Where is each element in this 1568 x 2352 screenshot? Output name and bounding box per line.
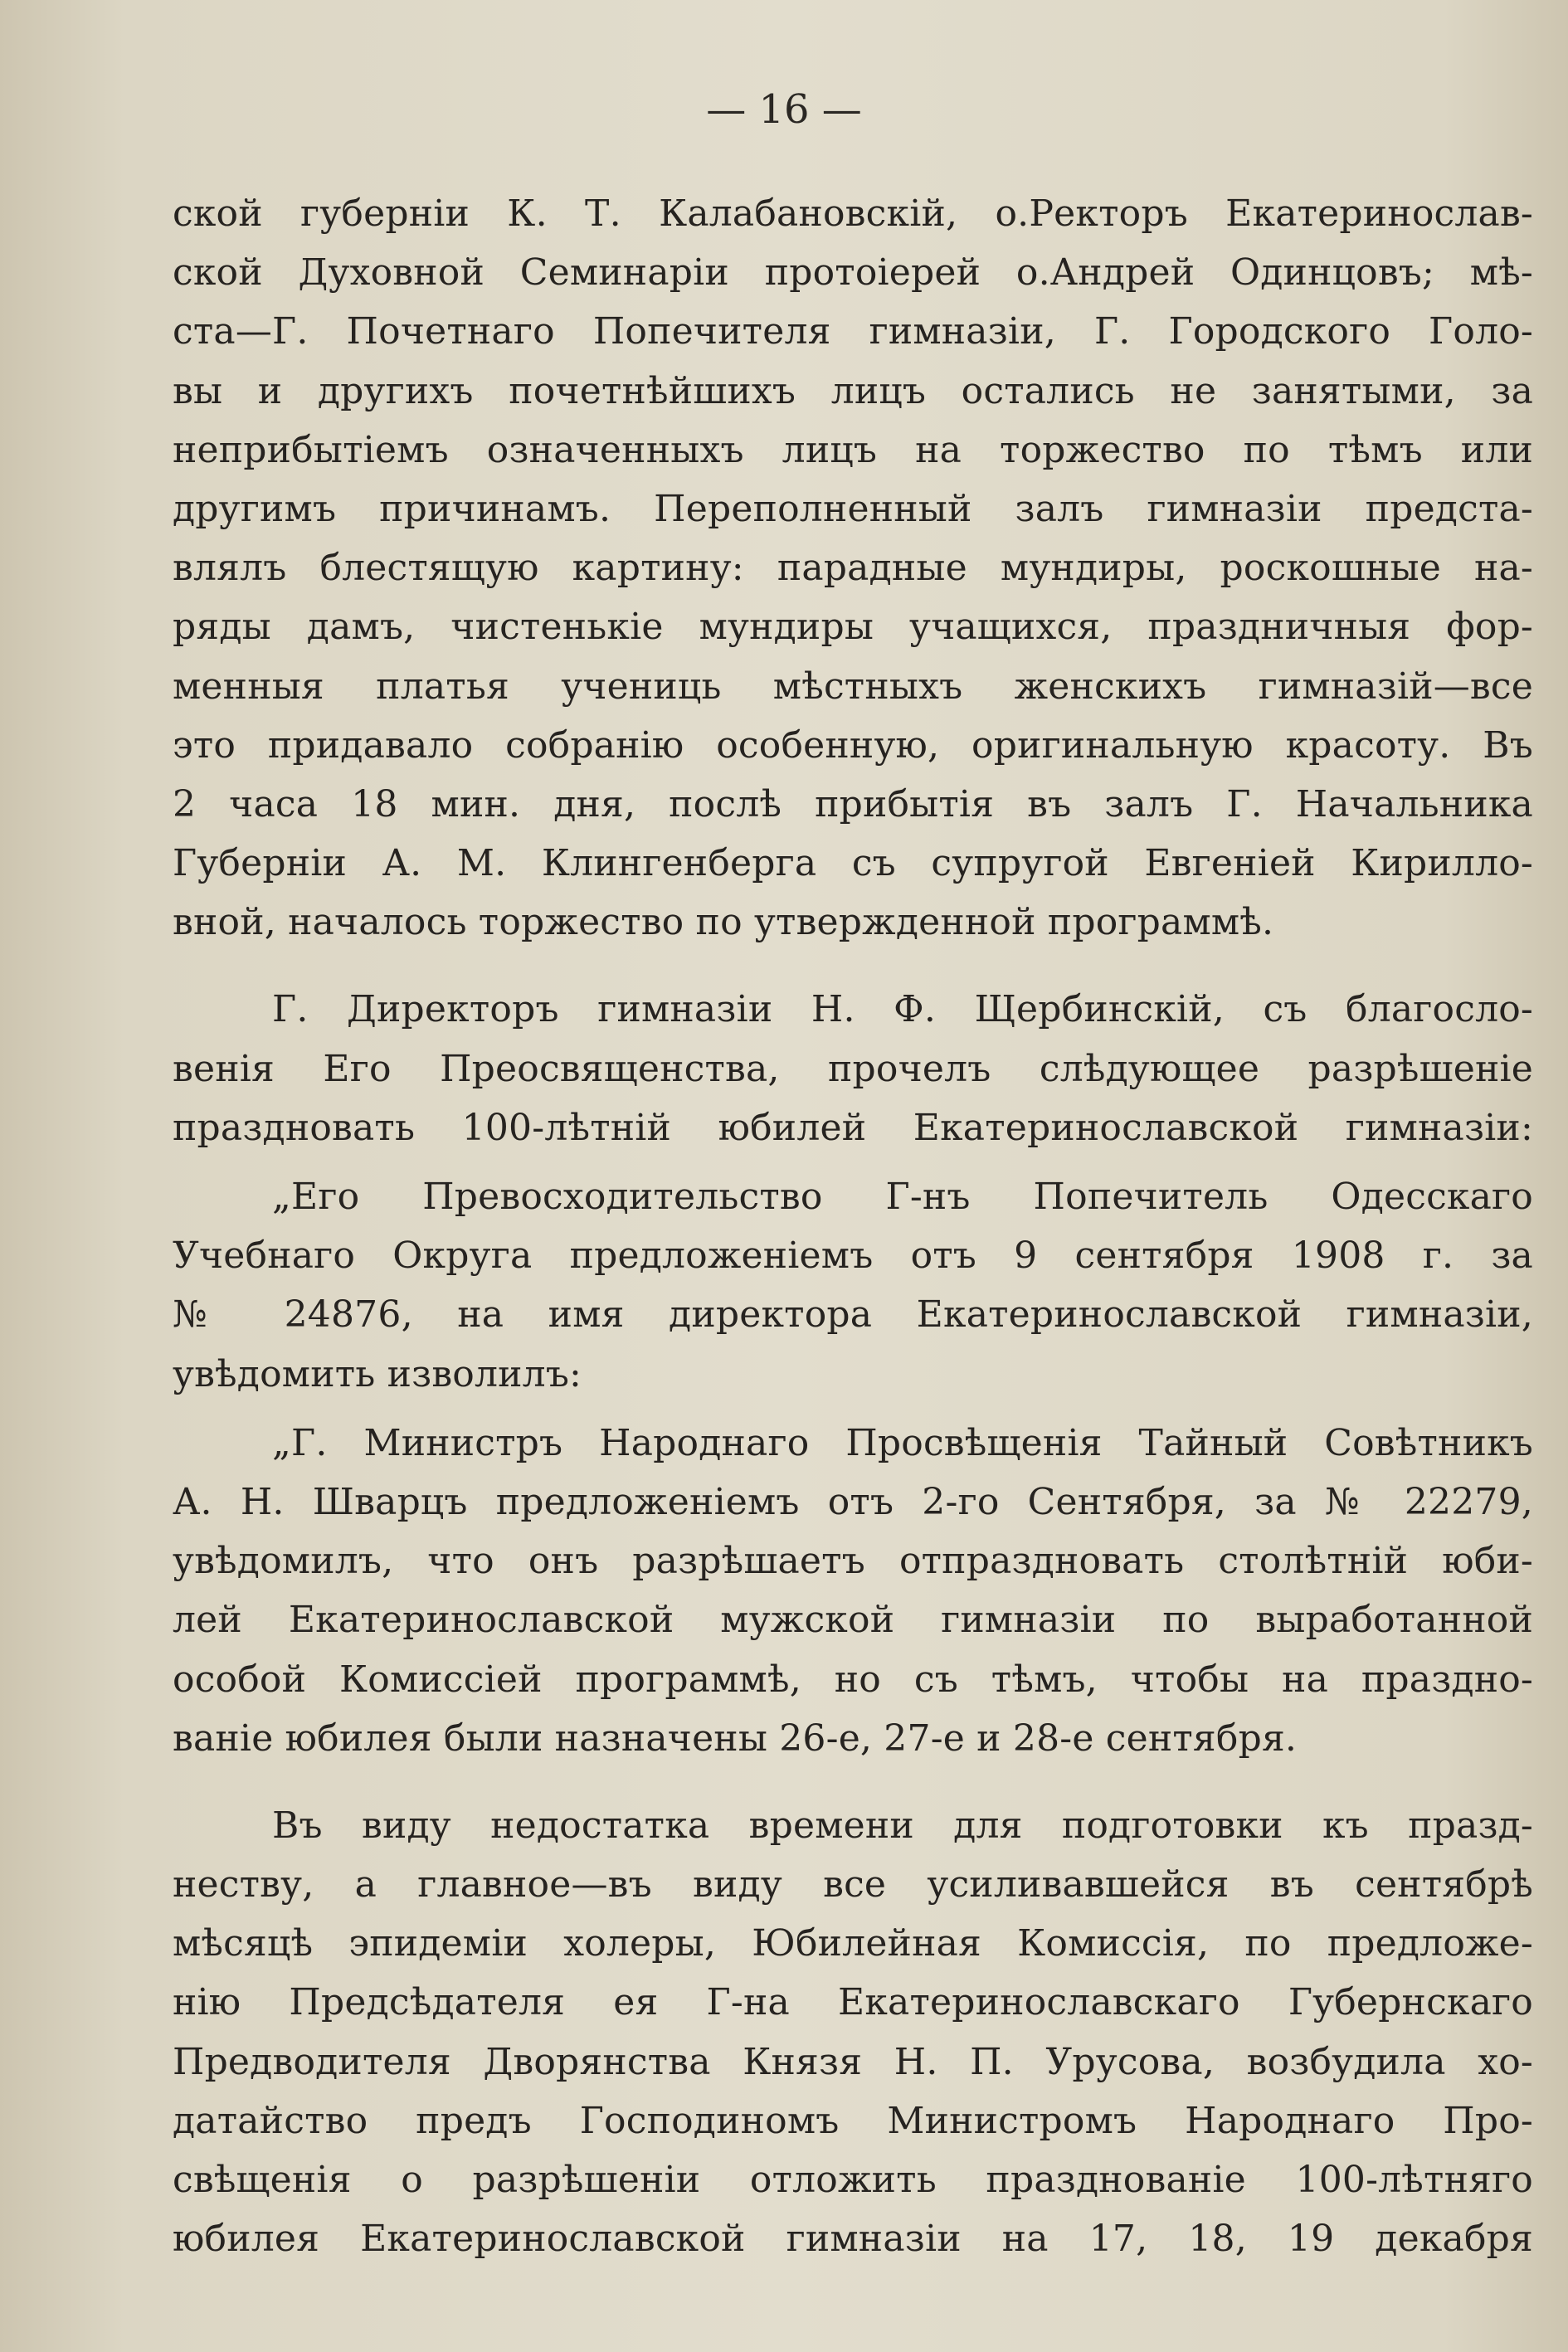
- text-line: другимъ причинамъ. Переполненный залъ гимназіи предста-: [173, 487, 1533, 530]
- text-line: Предводителя Дворянства Князя Н. П. Урусова, возбудила хо-: [173, 2040, 1533, 2083]
- text-line: увѣдомилъ, что онъ разрѣшаетъ отпраздновать столѣтній юби-: [173, 1540, 1533, 1583]
- text-line: ваніе юбилея были назначены 26-е, 27-е и 28-е сентября.: [173, 1717, 1298, 1760]
- text-line: влялъ блестящую картину: парадные мундиры, роскошные на-: [173, 547, 1533, 590]
- text-line: А. Н. Шварцъ предложеніемъ отъ 2-го Сентября, за № 22279,: [173, 1480, 1533, 1523]
- text-line: ской губерніи К. Т. Калабановскій, о.Ректоръ Екатеринослав-: [173, 192, 1533, 235]
- text-line: Губерніи А. М. Клингенберга съ супругой Евгеніей Кирилло-: [173, 842, 1533, 885]
- paragraph-4-quote: [173, 1414, 1533, 1768]
- page-number: — 16 —: [706, 86, 862, 133]
- text-line: „Г. Министръ Народнаго Просвѣщенія Тайный Совѣтникъ: [272, 1421, 1533, 1464]
- text-line: ста—Г. Почетнаго Попечителя гимназіи, Г. Городского Голо-: [173, 310, 1533, 353]
- paragraph-gap: [173, 1768, 1533, 1796]
- text-line: увѣдомить изволилъ:: [173, 1352, 582, 1395]
- paragraph-gap: [173, 1157, 1533, 1167]
- text-line: ряды дамъ, чистенькіе мундиры учащихся, праздничныя фор-: [173, 606, 1533, 649]
- text-line: 2 часа 18 мин. дня, послѣ прибытія въ залъ Г. Начальника: [173, 782, 1533, 825]
- text-line: вы и другихъ почетнѣйшихъ лицъ остались не занятыми, за: [173, 369, 1533, 412]
- paragraph-5: [173, 1796, 1533, 2269]
- text-line: юбилея Екатеринославской гимназіи на 17, 18, 19 декабря: [173, 2218, 1533, 2261]
- text-line: свѣщенія о разрѣшеніи отложить празднованіе 100-лѣтняго: [173, 2159, 1533, 2201]
- paragraph-1: [173, 184, 1533, 952]
- text-line: венія Его Преосвященства, прочелъ слѣдующее разрѣшеніе: [173, 1047, 1533, 1090]
- text-line: менныя платья учениць мѣстныхъ женскихъ гимназій—все: [173, 665, 1533, 708]
- text-line: Въ виду недостатка времени для подготовки къ празд-: [272, 1804, 1533, 1847]
- text-line: Учебнаго Округа предложеніемъ отъ 9 сентября 1908 г. за: [173, 1234, 1533, 1278]
- text-line: № 24876, на имя директора Екатеринославской гимназіи,: [173, 1293, 1533, 1337]
- text-line: мѣсяцѣ эпидеміи холеры, Юбилейная Комиссія, по предложе-: [173, 1922, 1533, 1965]
- text-line: это придавало собранію особенную, оригинальную красоту. Въ: [173, 723, 1533, 767]
- paragraph-gap: [173, 1404, 1533, 1414]
- paragraph-gap: [173, 952, 1533, 980]
- text-line: ской Духовной Семинаріи протоіерей о.Андрей Одинцовъ; мѣ-: [173, 251, 1533, 295]
- body-text: [173, 184, 1533, 2268]
- text-line: датайство предъ Господиномъ Министромъ Народнаго Про-: [173, 2099, 1533, 2142]
- paragraph-3-quote: [173, 1167, 1533, 1404]
- text-line: неству, а главное—въ виду все усиливавшейся въ сентябрѣ: [173, 1863, 1533, 1906]
- text-line: особой Комиссіей программѣ, но съ тѣмъ, чтобы на праздно-: [173, 1658, 1533, 1701]
- text-line: вной, началось торжество по утвержденной программѣ.: [173, 901, 1274, 944]
- text-line: неприбытіемъ означенныхъ лицъ на торжество по тѣмъ или: [173, 428, 1533, 471]
- text-line: праздновать 100-лѣтній юбилей Екатеринославской гимназіи:: [173, 1106, 1533, 1149]
- text-line: Г. Директоръ гимназіи Н. Ф. Щербинскій, съ благосло-: [272, 988, 1533, 1031]
- paragraph-2: [173, 980, 1533, 1157]
- text-line: лей Екатеринославской мужской гимназіи по выработанной: [173, 1599, 1533, 1642]
- text-line: „Его Превосходительство Г-нъ Попечитель Одесскаго: [272, 1176, 1533, 1218]
- text-line: нію Предсѣдателя ея Г-на Екатеринославскаго Губернскаго: [173, 1981, 1533, 2024]
